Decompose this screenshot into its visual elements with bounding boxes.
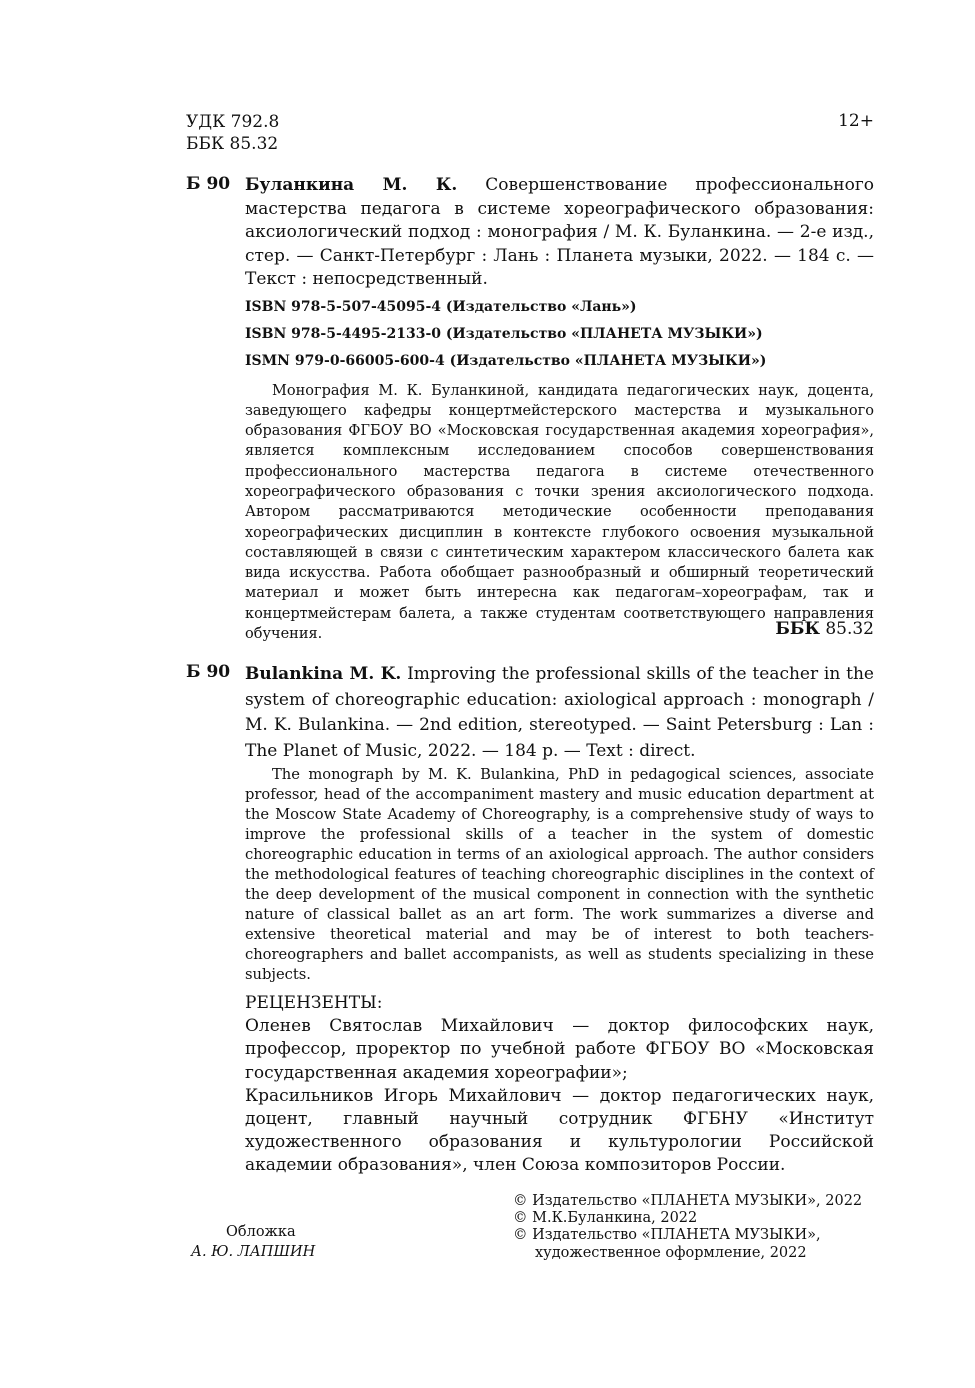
bbk-footer-label: ББК xyxy=(775,619,820,639)
en-entry xyxy=(245,662,874,985)
en-reference xyxy=(245,662,874,764)
reviewer-item: Красильников Игорь Михайлович — доктор педагогических наук, доцент, главный научный сотрудник ФГБНУ «Институт художественного образования и культурологии Российской академии образования», член Союза композиторов России. xyxy=(245,1085,874,1176)
copyright-line: художественное оформление, 2022 xyxy=(535,1244,807,1261)
isbn-planeta: ISBN 978-5-4495-2133-0 (Издательство «ПЛАНЕТА МУЗЫКИ») xyxy=(245,325,763,342)
en-description: Improving the professional skills of the teacher in the system of choreographic education: axiological approach : monograph / M. K. Bulankina. — 2nd edition, stereotyped. — Saint Petersburg : Lan : The Planet of Music, 2022. — 184 p. — Text : direct. xyxy=(245,664,874,761)
classification-block xyxy=(186,111,279,155)
reviewers-title: РЕЦЕНЗЕНТЫ: xyxy=(245,993,383,1013)
ru-annotation: Монография М. К. Буланкиной, кандидата педагогических наук, доцента, заведующего кафедры концертмейстерского мастерства и музыкального образования ФГБОУ ВО «Московская государственная академия хореография», является комплексным исследованием способов совершенствования профессионального мастерства педагога в системе отечественного хореографического образования с точки зрения аксиологического подхода. Автором рассматриваются методические особенности преподавания хореографических дисциплин в контексте глубокого освоения музыкальной составляющей в связи с синтетическим характером классического балета как вида искусства. Работа обобщает разнообразный и обширный теоретический материал и может быть интересна как педагогам–хореографам, так и концертмейстерам балета, а также студентам соответствующего направления обучения. xyxy=(245,382,874,643)
copyright-line: © М.К.Буланкина, 2022 xyxy=(513,1210,698,1227)
copyright-line: © Издательство «ПЛАНЕТА МУЗЫКИ», 2022 xyxy=(513,1193,863,1209)
bbk-footer xyxy=(775,619,874,639)
cover-credit xyxy=(191,1222,316,1262)
ru-entry xyxy=(245,174,874,644)
cover-artist: А. Ю. ЛАПШИН xyxy=(191,1244,316,1260)
copyright-line: © Издательство «ПЛАНЕТА МУЗЫКИ», xyxy=(513,1227,821,1244)
ru-entry-code: Б 90 xyxy=(186,174,231,194)
cover-label: Обложка xyxy=(226,1224,296,1240)
udk-code: УДК 792.8 xyxy=(186,112,280,132)
ru-author: Буланкина М. К. xyxy=(245,175,458,195)
bbk-footer-value: 85.32 xyxy=(819,619,874,639)
en-entry-code: Б 90 xyxy=(186,662,231,682)
bbk-code: ББК 85.32 xyxy=(186,134,279,154)
reviewers-section xyxy=(245,992,874,1178)
ismn-planeta: ISMN 979-0-66005-600-4 (Издательство «ПЛАНЕТА МУЗЫКИ») xyxy=(245,352,767,369)
copyright-block xyxy=(513,1193,862,1262)
en-author: Bulankina M. K. xyxy=(245,664,402,684)
isbn-lan: ISBN 978-5-507-45095-4 (Издательство «Лань») xyxy=(245,298,637,315)
ru-description: Совершенствование профессионального мастерства педагога в системе хореографического образования: аксиологический подход : монография / М. К. Буланкина. — 2-е изд., стер. — Санкт-Петербург : Лань : Планета музыки, 2022. — 184 с. — Текст : непосредственный. xyxy=(245,175,874,289)
reviewer-item: Оленев Святослав Михайлович — доктор философских наук, профессор, проректор по учебной работе ФГБОУ ВО «Московская государственная академия хореографии»; xyxy=(245,1016,874,1083)
ru-reference xyxy=(245,174,874,292)
age-rating: 12+ xyxy=(838,111,874,131)
en-annotation: The monograph by M. K. Bulankina, PhD in pedagogical sciences, associate professor, head of the accompaniment mastery and music education department at the Moscow State Academy of Choreography, is a comprehensive study of ways to improve the professional skills of a teacher in the system of domestic choreographic education in terms of an axiological approach. The author considers the methodological features of teaching choreographic disciplines in the context of the deep development of the musical component in connection with the synthetic nature of classical ballet as an art form. The work summarizes a diverse and extensive theoretical material and may be of interest to both teachers-choreographers and ballet accompanists, as well as students specializing in these subjects. xyxy=(245,766,874,983)
